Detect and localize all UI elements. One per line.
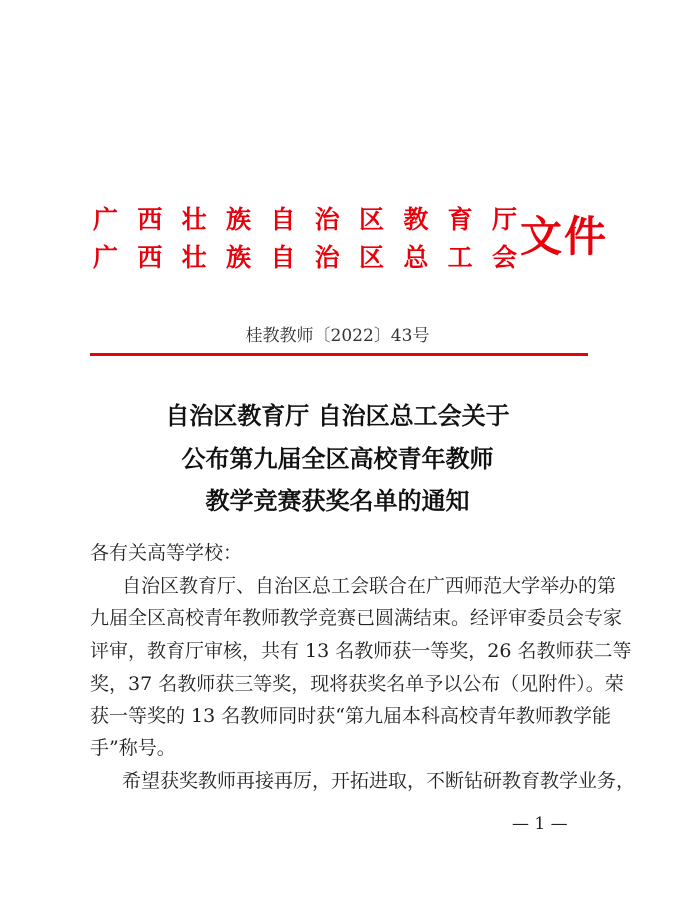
page-number: — 1 — [512,814,568,834]
title-line-1: 自治区教育厅 自治区总工会关于 [165,401,510,430]
issuer-line-education-department: 广西壮族自治区教育厅 [93,205,517,234]
body-line: 评审，教育厅审核，共有 13 名教师获一等奖，26 名教师获二等 [90,640,632,662]
salutation: 各有关高等学校： [90,542,243,564]
body-line: 九届全区高校青年教师教学竞赛已圆满结束。经评审委员会专家 [90,607,623,629]
issuer-line-trade-union: 广西壮族自治区总工会 [93,243,517,272]
red-divider [90,353,588,356]
document-label: 文件 [520,212,609,261]
body-line: 自治区教育厅、自治区总工会联合在广西师范大学举办的第 [122,575,617,597]
body-line: 奖，37 名教师获三等奖，现将获奖名单予以公布（见附件）。荣 [90,673,624,695]
title-line-2: 公布第九届全区高校青年教师 [181,444,494,473]
body-line: 手”称号。 [90,737,176,759]
body-line: 希望获奖教师再接再厉，开拓进取，不断钻研教育教学业务， [122,770,636,792]
document-number: 桂教教师〔2022〕43号 [245,326,430,346]
body-line: 获一等奖的 13 名教师同时获“第九届本科高校青年教师教学能 [90,705,611,727]
title-line-3: 教学竞赛获奖名单的通知 [205,486,470,515]
